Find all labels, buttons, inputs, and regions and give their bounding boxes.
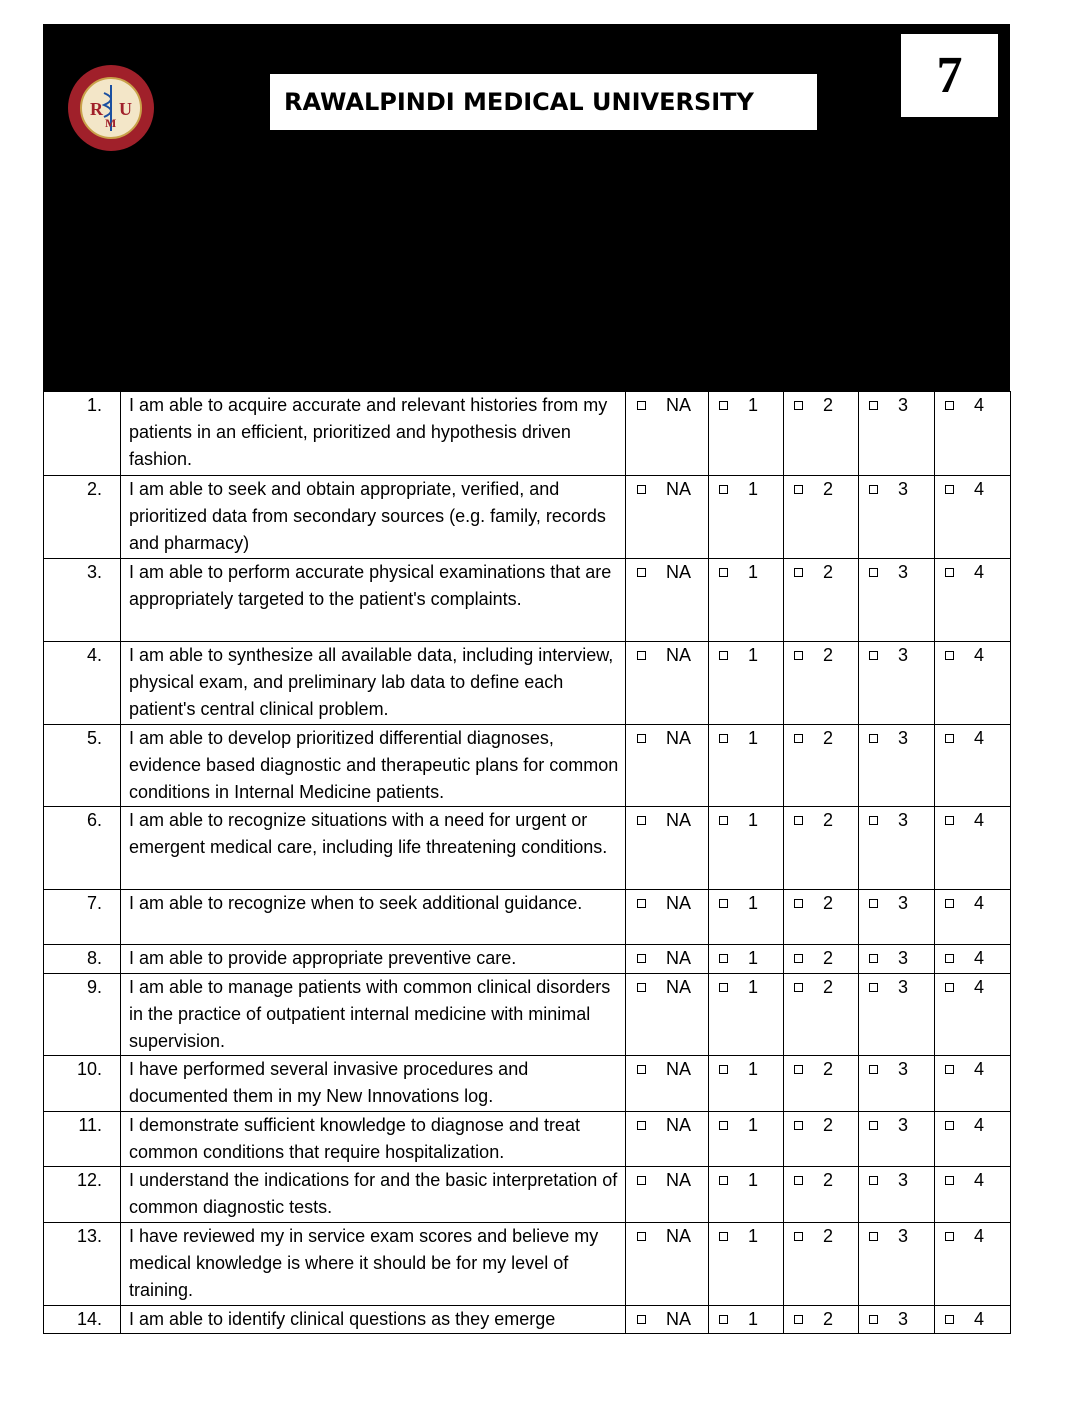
rating-option-label: 4 — [974, 1309, 985, 1329]
checkbox-icon[interactable] — [869, 1065, 878, 1074]
checkbox-icon[interactable] — [869, 1232, 878, 1241]
rating-option-4[interactable] — [935, 974, 1011, 1056]
item-number: 13. — [44, 1223, 121, 1306]
rating-option-label: NA — [666, 1309, 692, 1329]
checkbox-icon[interactable] — [794, 899, 803, 908]
rating-option-na[interactable] — [626, 1167, 709, 1223]
rating-option-label: 3 — [898, 645, 909, 665]
rating-option-3[interactable] — [859, 642, 935, 725]
svg-text:M: M — [105, 116, 117, 130]
rating-option-na[interactable] — [626, 974, 709, 1056]
item-number: 6. — [44, 807, 121, 890]
rating-option-na[interactable] — [626, 559, 709, 642]
rating-option-3[interactable] — [859, 1306, 935, 1334]
item-statement: I am able to identify clinical questions as they emerge — [121, 1306, 626, 1334]
rating-option-4[interactable] — [935, 392, 1011, 476]
rating-option-label: 2 — [823, 1170, 834, 1190]
rating-option-3[interactable] — [859, 945, 935, 974]
rating-option-1[interactable] — [709, 642, 784, 725]
rating-option-label: NA — [666, 479, 692, 499]
rating-option-2[interactable] — [784, 559, 859, 642]
checkbox-icon[interactable] — [869, 1121, 878, 1130]
rating-option-label: 1 — [748, 948, 759, 968]
rating-option-label: 3 — [898, 479, 909, 499]
rating-option-label: NA — [666, 1059, 692, 1079]
checkbox-icon[interactable] — [719, 899, 728, 908]
rating-option-4[interactable] — [935, 890, 1011, 945]
checkbox-icon[interactable] — [637, 954, 646, 963]
checkbox-icon[interactable] — [945, 651, 954, 660]
rating-option-4[interactable] — [935, 642, 1011, 725]
rating-option-3[interactable] — [859, 559, 935, 642]
rating-option-label: 2 — [823, 562, 834, 582]
page-number-badge — [898, 31, 1001, 120]
checkbox-icon[interactable] — [869, 734, 878, 743]
university-title: RAWALPINDI MEDICAL UNIVERSITY — [284, 88, 754, 116]
item-statement: I am able to seek and obtain appropriate, verified, and prioritized data from secondary sources (e.g. family, records and pharmacy) — [121, 476, 626, 559]
rating-option-label: 4 — [974, 977, 985, 997]
checkbox-icon[interactable] — [794, 401, 803, 410]
rating-option-na[interactable] — [626, 945, 709, 974]
checkbox-icon[interactable] — [719, 568, 728, 577]
checkbox-icon[interactable] — [945, 899, 954, 908]
rating-option-label: 2 — [823, 1115, 834, 1135]
checkbox-icon[interactable] — [719, 1315, 728, 1324]
rating-option-na[interactable] — [626, 725, 709, 807]
rating-option-label: 1 — [748, 810, 759, 830]
university-title-box — [270, 74, 817, 130]
rating-option-label: 2 — [823, 479, 834, 499]
checkbox-icon[interactable] — [869, 568, 878, 577]
checkbox-icon[interactable] — [637, 983, 646, 992]
rating-option-4[interactable] — [935, 1112, 1011, 1167]
item-statement: I am able to manage patients with common clinical disorders in the practice of outpatient internal medicine with minimal supervision. — [121, 974, 626, 1056]
rating-option-label: NA — [666, 645, 692, 665]
survey-row — [44, 890, 1011, 945]
rating-option-na[interactable] — [626, 1112, 709, 1167]
rating-option-1[interactable] — [709, 1306, 784, 1334]
checkbox-icon[interactable] — [637, 485, 646, 494]
rating-option-4[interactable] — [935, 1056, 1011, 1112]
survey-row — [44, 1112, 1011, 1167]
rating-option-label: NA — [666, 810, 692, 830]
checkbox-icon[interactable] — [719, 1176, 728, 1185]
checkbox-icon[interactable] — [945, 1176, 954, 1185]
checkbox-icon[interactable] — [794, 1121, 803, 1130]
rating-option-na[interactable] — [626, 476, 709, 559]
university-logo-icon — [66, 63, 156, 153]
rating-option-label: NA — [666, 395, 692, 415]
checkbox-icon[interactable] — [719, 401, 728, 410]
rating-option-1[interactable] — [709, 945, 784, 974]
checkbox-icon[interactable] — [719, 1121, 728, 1130]
rating-option-1[interactable] — [709, 1112, 784, 1167]
checkbox-icon[interactable] — [719, 485, 728, 494]
rating-option-2[interactable] — [784, 890, 859, 945]
rating-option-label: 3 — [898, 1309, 909, 1329]
rating-option-2[interactable] — [784, 476, 859, 559]
rating-option-label: 3 — [898, 728, 909, 748]
rating-option-3[interactable] — [859, 1223, 935, 1306]
rating-option-4[interactable] — [935, 1167, 1011, 1223]
rating-option-1[interactable] — [709, 476, 784, 559]
rating-option-2[interactable] — [784, 725, 859, 807]
rating-option-label: 4 — [974, 948, 985, 968]
rating-option-label: NA — [666, 893, 692, 913]
checkbox-icon[interactable] — [637, 401, 646, 410]
rating-option-2[interactable] — [784, 392, 859, 476]
rating-option-1[interactable] — [709, 1167, 784, 1223]
rating-option-label: 3 — [898, 1059, 909, 1079]
rating-option-label: 1 — [748, 977, 759, 997]
rating-option-label: 2 — [823, 893, 834, 913]
checkbox-icon[interactable] — [794, 1232, 803, 1241]
rating-option-label: 3 — [898, 1115, 909, 1135]
item-number: 3. — [44, 559, 121, 642]
rating-option-na[interactable] — [626, 1306, 709, 1334]
checkbox-icon[interactable] — [719, 1232, 728, 1241]
item-statement: I am able to recognize situations with a need for urgent or emergent medical care, including life threatening conditions. — [121, 807, 626, 890]
checkbox-icon[interactable] — [794, 816, 803, 825]
checkbox-icon[interactable] — [719, 1065, 728, 1074]
checkbox-icon[interactable] — [637, 1232, 646, 1241]
checkbox-icon[interactable] — [719, 983, 728, 992]
item-number: 9. — [44, 974, 121, 1056]
survey-row — [44, 392, 1011, 476]
rating-option-label: 1 — [748, 562, 759, 582]
checkbox-icon[interactable] — [637, 816, 646, 825]
rating-option-label: 1 — [748, 728, 759, 748]
rating-option-label: 4 — [974, 1059, 985, 1079]
survey-row — [44, 807, 1011, 890]
survey-row — [44, 974, 1011, 1056]
checkbox-icon[interactable] — [869, 954, 878, 963]
rating-option-label: 1 — [748, 1115, 759, 1135]
rating-option-label: 4 — [974, 645, 985, 665]
item-statement: I am able to provide appropriate preventive care. — [121, 945, 626, 974]
rating-option-na[interactable] — [626, 807, 709, 890]
rating-option-label: NA — [666, 1170, 692, 1190]
checkbox-icon[interactable] — [945, 1315, 954, 1324]
checkbox-icon[interactable] — [794, 1315, 803, 1324]
rating-option-label: 1 — [748, 645, 759, 665]
rating-option-label: 2 — [823, 810, 834, 830]
checkbox-icon[interactable] — [945, 1065, 954, 1074]
checkbox-icon[interactable] — [719, 954, 728, 963]
rating-option-3[interactable] — [859, 725, 935, 807]
item-number: 5. — [44, 725, 121, 807]
survey-row — [44, 1056, 1011, 1112]
item-statement: I am able to recognize when to seek additional guidance. — [121, 890, 626, 945]
rating-option-na[interactable] — [626, 890, 709, 945]
rating-option-1[interactable] — [709, 974, 784, 1056]
checkbox-icon[interactable] — [637, 1065, 646, 1074]
rating-option-label: 2 — [823, 645, 834, 665]
rating-option-4[interactable] — [935, 1306, 1011, 1334]
svg-text:R: R — [90, 99, 103, 119]
survey-row — [44, 476, 1011, 559]
rating-option-label: 2 — [823, 1226, 834, 1246]
rating-option-1[interactable] — [709, 559, 784, 642]
checkbox-icon[interactable] — [945, 816, 954, 825]
rating-option-label: 4 — [974, 1115, 985, 1135]
rating-option-na[interactable] — [626, 1056, 709, 1112]
checkbox-icon[interactable] — [637, 651, 646, 660]
checkbox-icon[interactable] — [869, 983, 878, 992]
rating-option-label: 2 — [823, 728, 834, 748]
checkbox-icon[interactable] — [869, 485, 878, 494]
rating-option-3[interactable] — [859, 1167, 935, 1223]
rating-option-4[interactable] — [935, 559, 1011, 642]
rating-option-label: 1 — [748, 893, 759, 913]
item-number: 14. — [44, 1306, 121, 1334]
rating-option-label: 3 — [898, 810, 909, 830]
rating-option-label: 4 — [974, 479, 985, 499]
rating-option-4[interactable] — [935, 1223, 1011, 1306]
rating-option-na[interactable] — [626, 1223, 709, 1306]
rating-option-label: 3 — [898, 893, 909, 913]
checkbox-icon[interactable] — [945, 568, 954, 577]
svg-text:U: U — [119, 99, 132, 119]
rating-option-label: NA — [666, 728, 692, 748]
survey-row — [44, 559, 1011, 642]
rating-option-label: 4 — [974, 728, 985, 748]
checkbox-icon[interactable] — [794, 485, 803, 494]
rating-option-label: 4 — [974, 562, 985, 582]
survey-row — [44, 1167, 1011, 1223]
checkbox-icon[interactable] — [637, 1176, 646, 1185]
rating-option-label: 2 — [823, 1309, 834, 1329]
rating-option-label: 1 — [748, 479, 759, 499]
page-number: 7 — [936, 46, 963, 104]
item-statement: I am able to develop prioritized differential diagnoses, evidence based diagnostic and therapeutic plans for common conditions in Internal Medicine patients. — [121, 725, 626, 807]
checkbox-icon[interactable] — [794, 651, 803, 660]
item-statement: I am able to synthesize all available data, including interview, physical exam, and preliminary lab data to define each patient's central clinical problem. — [121, 642, 626, 725]
rating-option-label: NA — [666, 977, 692, 997]
item-number: 4. — [44, 642, 121, 725]
rating-option-2[interactable] — [784, 1056, 859, 1112]
rating-option-label: 1 — [748, 1059, 759, 1079]
rating-option-label: 2 — [823, 948, 834, 968]
rating-option-label: 3 — [898, 977, 909, 997]
survey-row — [44, 725, 1011, 807]
checkbox-icon[interactable] — [794, 983, 803, 992]
rating-option-1[interactable] — [709, 807, 784, 890]
rating-option-3[interactable] — [859, 807, 935, 890]
rating-option-label: 4 — [974, 810, 985, 830]
rating-option-label: 3 — [898, 562, 909, 582]
rating-option-label: NA — [666, 1226, 692, 1246]
rating-option-label: 3 — [898, 1170, 909, 1190]
checkbox-icon[interactable] — [869, 401, 878, 410]
checkbox-icon[interactable] — [637, 734, 646, 743]
rating-option-label: NA — [666, 1115, 692, 1135]
rating-option-label: 3 — [898, 948, 909, 968]
rating-option-3[interactable] — [859, 392, 935, 476]
item-statement: I am able to acquire accurate and relevant histories from my patients in an efficient, prioritized and hypothesis driven fashion. — [121, 392, 626, 476]
survey-row — [44, 945, 1011, 974]
item-number: 11. — [44, 1112, 121, 1167]
rating-option-label: 2 — [823, 395, 834, 415]
item-number: 2. — [44, 476, 121, 559]
rating-option-na[interactable] — [626, 642, 709, 725]
rating-option-2[interactable] — [784, 807, 859, 890]
checkbox-icon[interactable] — [945, 983, 954, 992]
checkbox-icon[interactable] — [869, 651, 878, 660]
checkbox-icon[interactable] — [945, 734, 954, 743]
checkbox-icon[interactable] — [794, 568, 803, 577]
item-statement: I demonstrate sufficient knowledge to diagnose and treat common conditions that require hospitalization. — [121, 1112, 626, 1167]
rating-option-1[interactable] — [709, 1056, 784, 1112]
rating-option-label: 3 — [898, 1226, 909, 1246]
rating-option-label: 1 — [748, 1309, 759, 1329]
rating-option-na[interactable] — [626, 392, 709, 476]
rating-option-label: 3 — [898, 395, 909, 415]
item-number: 8. — [44, 945, 121, 974]
rating-option-4[interactable] — [935, 476, 1011, 559]
rating-option-1[interactable] — [709, 392, 784, 476]
rating-option-label: 4 — [974, 395, 985, 415]
rating-option-1[interactable] — [709, 725, 784, 807]
checkbox-icon[interactable] — [794, 1176, 803, 1185]
rating-option-3[interactable] — [859, 476, 935, 559]
rating-option-2[interactable] — [784, 945, 859, 974]
checkbox-icon[interactable] — [637, 1121, 646, 1130]
rating-option-label: 4 — [974, 1226, 985, 1246]
checkbox-icon[interactable] — [945, 1121, 954, 1130]
rating-option-4[interactable] — [935, 945, 1011, 974]
item-statement: I have performed several invasive procedures and documented them in my New Innovations log. — [121, 1056, 626, 1112]
checkbox-icon[interactable] — [945, 954, 954, 963]
rating-option-label: 4 — [974, 1170, 985, 1190]
checkbox-icon[interactable] — [637, 899, 646, 908]
item-number: 1. — [44, 392, 121, 476]
checkbox-icon[interactable] — [869, 816, 878, 825]
rating-option-2[interactable] — [784, 1223, 859, 1306]
rating-option-1[interactable] — [709, 1223, 784, 1306]
rating-option-3[interactable] — [859, 890, 935, 945]
checkbox-icon[interactable] — [945, 401, 954, 410]
rating-option-4[interactable] — [935, 725, 1011, 807]
checkbox-icon[interactable] — [794, 734, 803, 743]
checkbox-icon[interactable] — [945, 1232, 954, 1241]
item-number: 7. — [44, 890, 121, 945]
survey-row — [44, 1223, 1011, 1306]
survey-row — [44, 642, 1011, 725]
item-number: 10. — [44, 1056, 121, 1112]
rating-option-3[interactable] — [859, 974, 935, 1056]
item-number: 12. — [44, 1167, 121, 1223]
rating-option-3[interactable] — [859, 1056, 935, 1112]
rating-option-label: 4 — [974, 893, 985, 913]
rating-option-2[interactable] — [784, 642, 859, 725]
rating-option-label: 2 — [823, 1059, 834, 1079]
rating-option-label: NA — [666, 562, 692, 582]
checkbox-icon[interactable] — [945, 485, 954, 494]
checkbox-icon[interactable] — [869, 899, 878, 908]
checkbox-icon[interactable] — [637, 1315, 646, 1324]
item-statement: I have reviewed my in service exam scores and believe my medical knowledge is where it should be for my level of training. — [121, 1223, 626, 1306]
checkbox-icon[interactable] — [719, 816, 728, 825]
survey-table — [43, 391, 1011, 1334]
rating-option-2[interactable] — [784, 1167, 859, 1223]
rating-option-label: 1 — [748, 1226, 759, 1246]
checkbox-icon[interactable] — [794, 954, 803, 963]
item-statement: I understand the indications for and the basic interpretation of common diagnostic tests. — [121, 1167, 626, 1223]
rating-option-1[interactable] — [709, 890, 784, 945]
rating-option-label: NA — [666, 948, 692, 968]
rating-option-label: 1 — [748, 395, 759, 415]
checkbox-icon[interactable] — [794, 1065, 803, 1074]
rating-option-label: 2 — [823, 977, 834, 997]
checkbox-icon[interactable] — [719, 734, 728, 743]
rating-option-2[interactable] — [784, 1112, 859, 1167]
checkbox-icon[interactable] — [869, 1176, 878, 1185]
checkbox-icon[interactable] — [719, 651, 728, 660]
checkbox-icon[interactable] — [637, 568, 646, 577]
item-statement: I am able to perform accurate physical examinations that are appropriately targeted to the patient's complaints. — [121, 559, 626, 642]
checkbox-icon[interactable] — [869, 1315, 878, 1324]
rating-option-2[interactable] — [784, 974, 859, 1056]
survey-row — [44, 1306, 1011, 1334]
rating-option-2[interactable] — [784, 1306, 859, 1334]
rating-option-label: 1 — [748, 1170, 759, 1190]
rating-option-4[interactable] — [935, 807, 1011, 890]
rating-option-3[interactable] — [859, 1112, 935, 1167]
